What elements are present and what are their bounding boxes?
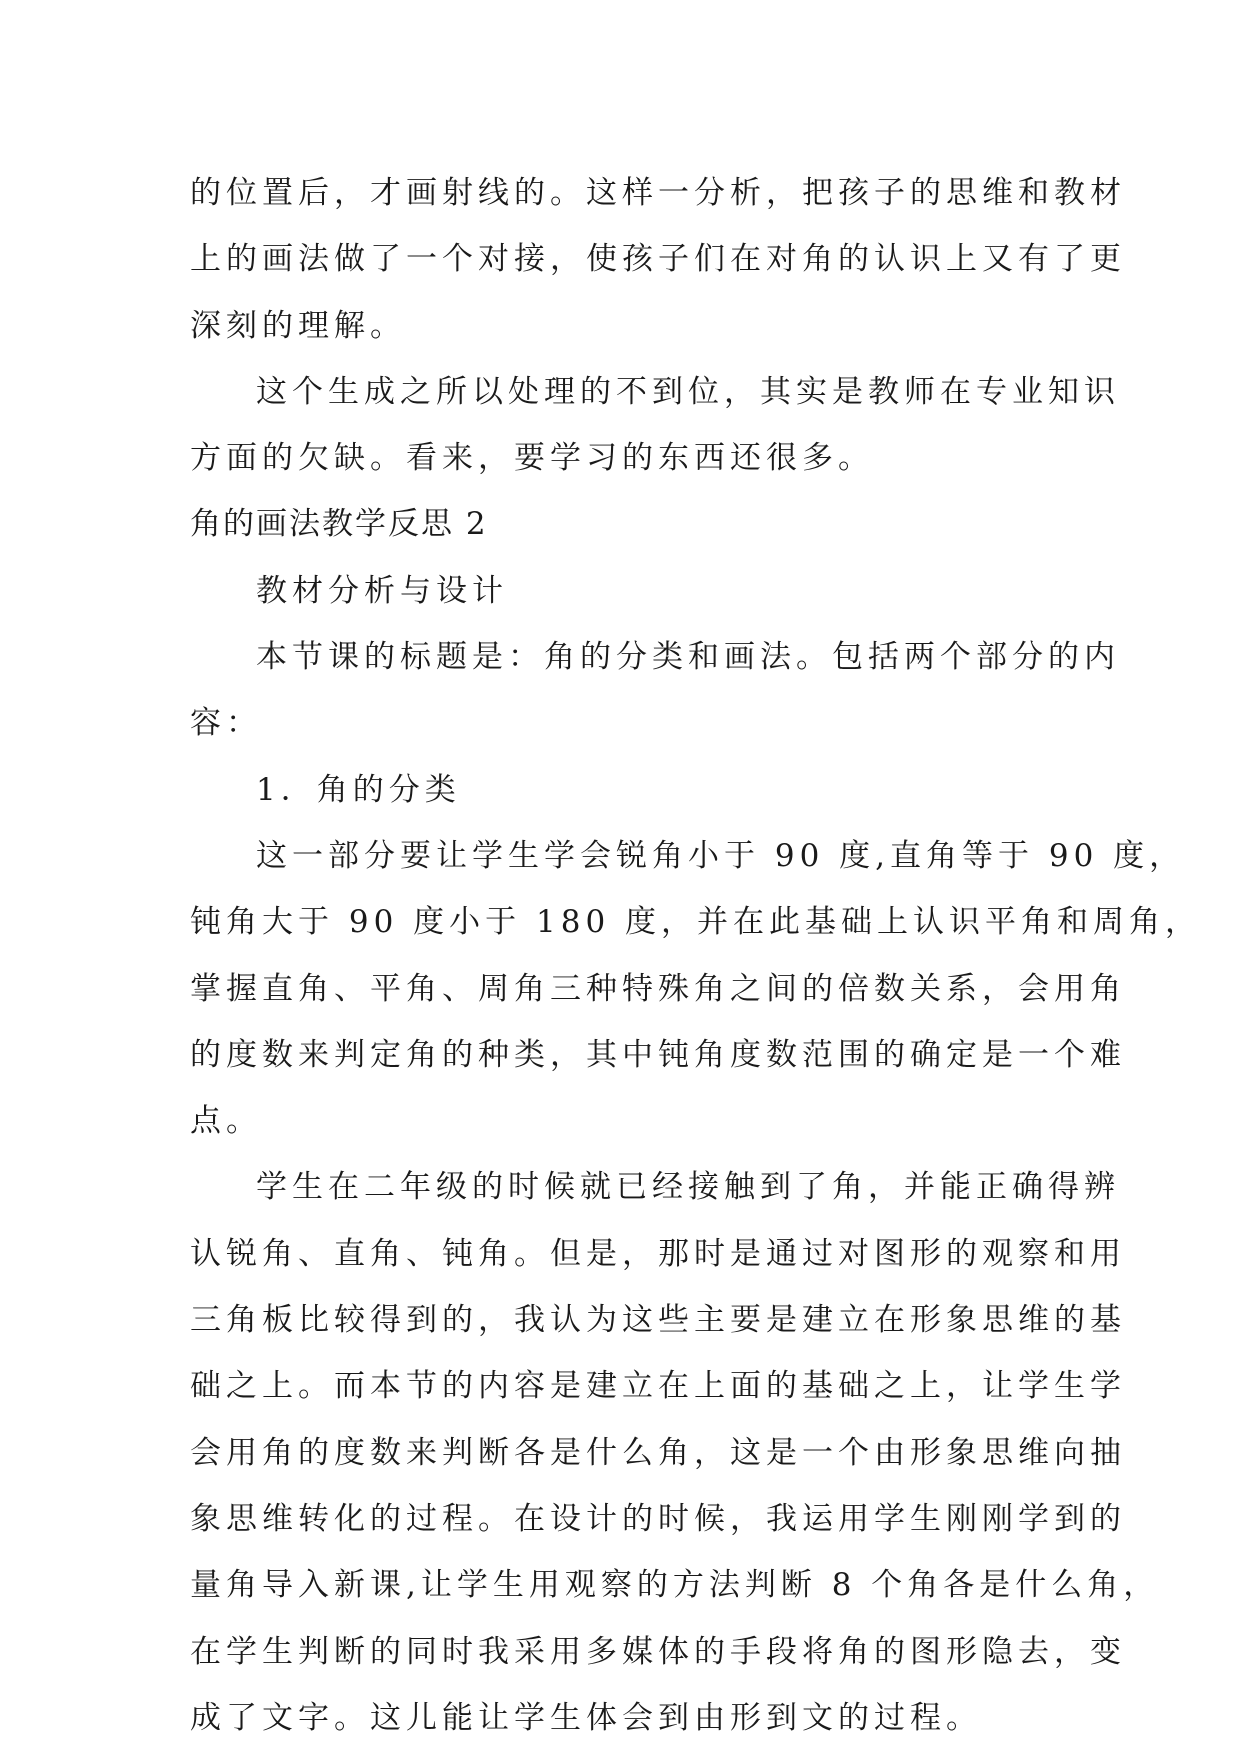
subheading [190, 558, 1055, 624]
text-line: 深刻的理解。 [190, 307, 406, 344]
paragraph [190, 823, 1202, 1154]
text-line: 钝角大于 90 度小于 180 度，并在此基础上认识平角和周角， [190, 904, 1202, 941]
numbered-item [190, 757, 1055, 823]
paragraph [190, 160, 1126, 359]
document-body [190, 160, 1202, 1751]
text-line: 方面的欠缺。看来，要学习的东西还很多。 [190, 440, 874, 477]
text-line: 点。 [190, 1103, 262, 1140]
paragraph [190, 359, 1120, 492]
text-line: 会用角的度数来判断各是什么角，这是一个由形象思维向抽 [190, 1434, 1126, 1471]
text-line: 学生在二年级的时候就已经接触到了角，并能正确得辨 [256, 1169, 1120, 1206]
text-line: 上的画法做了一个对接，使孩子们在对角的认识上又有了更 [190, 241, 1126, 278]
numbered-item-text: 1．角的分类 [256, 771, 461, 808]
text-line: 的位置后，才画射线的。这样一分析，把孩子的思维和教材 [190, 175, 1126, 211]
text-line: 认锐角、直角、钝角。但是，那时是通过对图形的观察和用 [190, 1235, 1126, 1272]
text-line: 象思维转化的过程。在设计的时候，我运用学生刚刚学到的 [190, 1500, 1126, 1537]
text-line: 的度数来判定角的种类，其中钝角度数范围的确定是一个难 [190, 1036, 1126, 1073]
text-line: 这个生成之所以处理的不到位，其实是教师在专业知识 [256, 373, 1120, 410]
paragraph [190, 624, 1120, 757]
text-line: 三角板比较得到的，我认为这些主要是建立在形象思维的基 [190, 1302, 1126, 1339]
text-line: 量角导入新课,让学生用观察的方法判断 8 个角各是什么角， [190, 1567, 1160, 1604]
heading-text: 角的画法教学反思 2 [190, 506, 488, 543]
text-line: 础之上。而本节的内容是建立在上面的基础之上，让学生学 [190, 1368, 1126, 1405]
paragraph [190, 1154, 1160, 1751]
text-line: 本节课的标题是：角的分类和画法。包括两个部分的内 [256, 639, 1120, 676]
section-heading [190, 491, 1055, 557]
text-line: 掌握直角、平角、周角三种特殊角之间的倍数关系，会用角 [190, 970, 1126, 1007]
text-line: 成了文字。这儿能让学生体会到由形到文的过程。 [190, 1699, 982, 1736]
text-line: 容： [190, 705, 262, 742]
text-line: 这一部分要让学生学会锐角小于 90 度,直角等于 90 度， [256, 837, 1186, 874]
text-line: 在学生判断的同时我采用多媒体的手段将角的图形隐去，变 [190, 1633, 1126, 1670]
subheading-text: 教材分析与设计 [256, 572, 508, 609]
